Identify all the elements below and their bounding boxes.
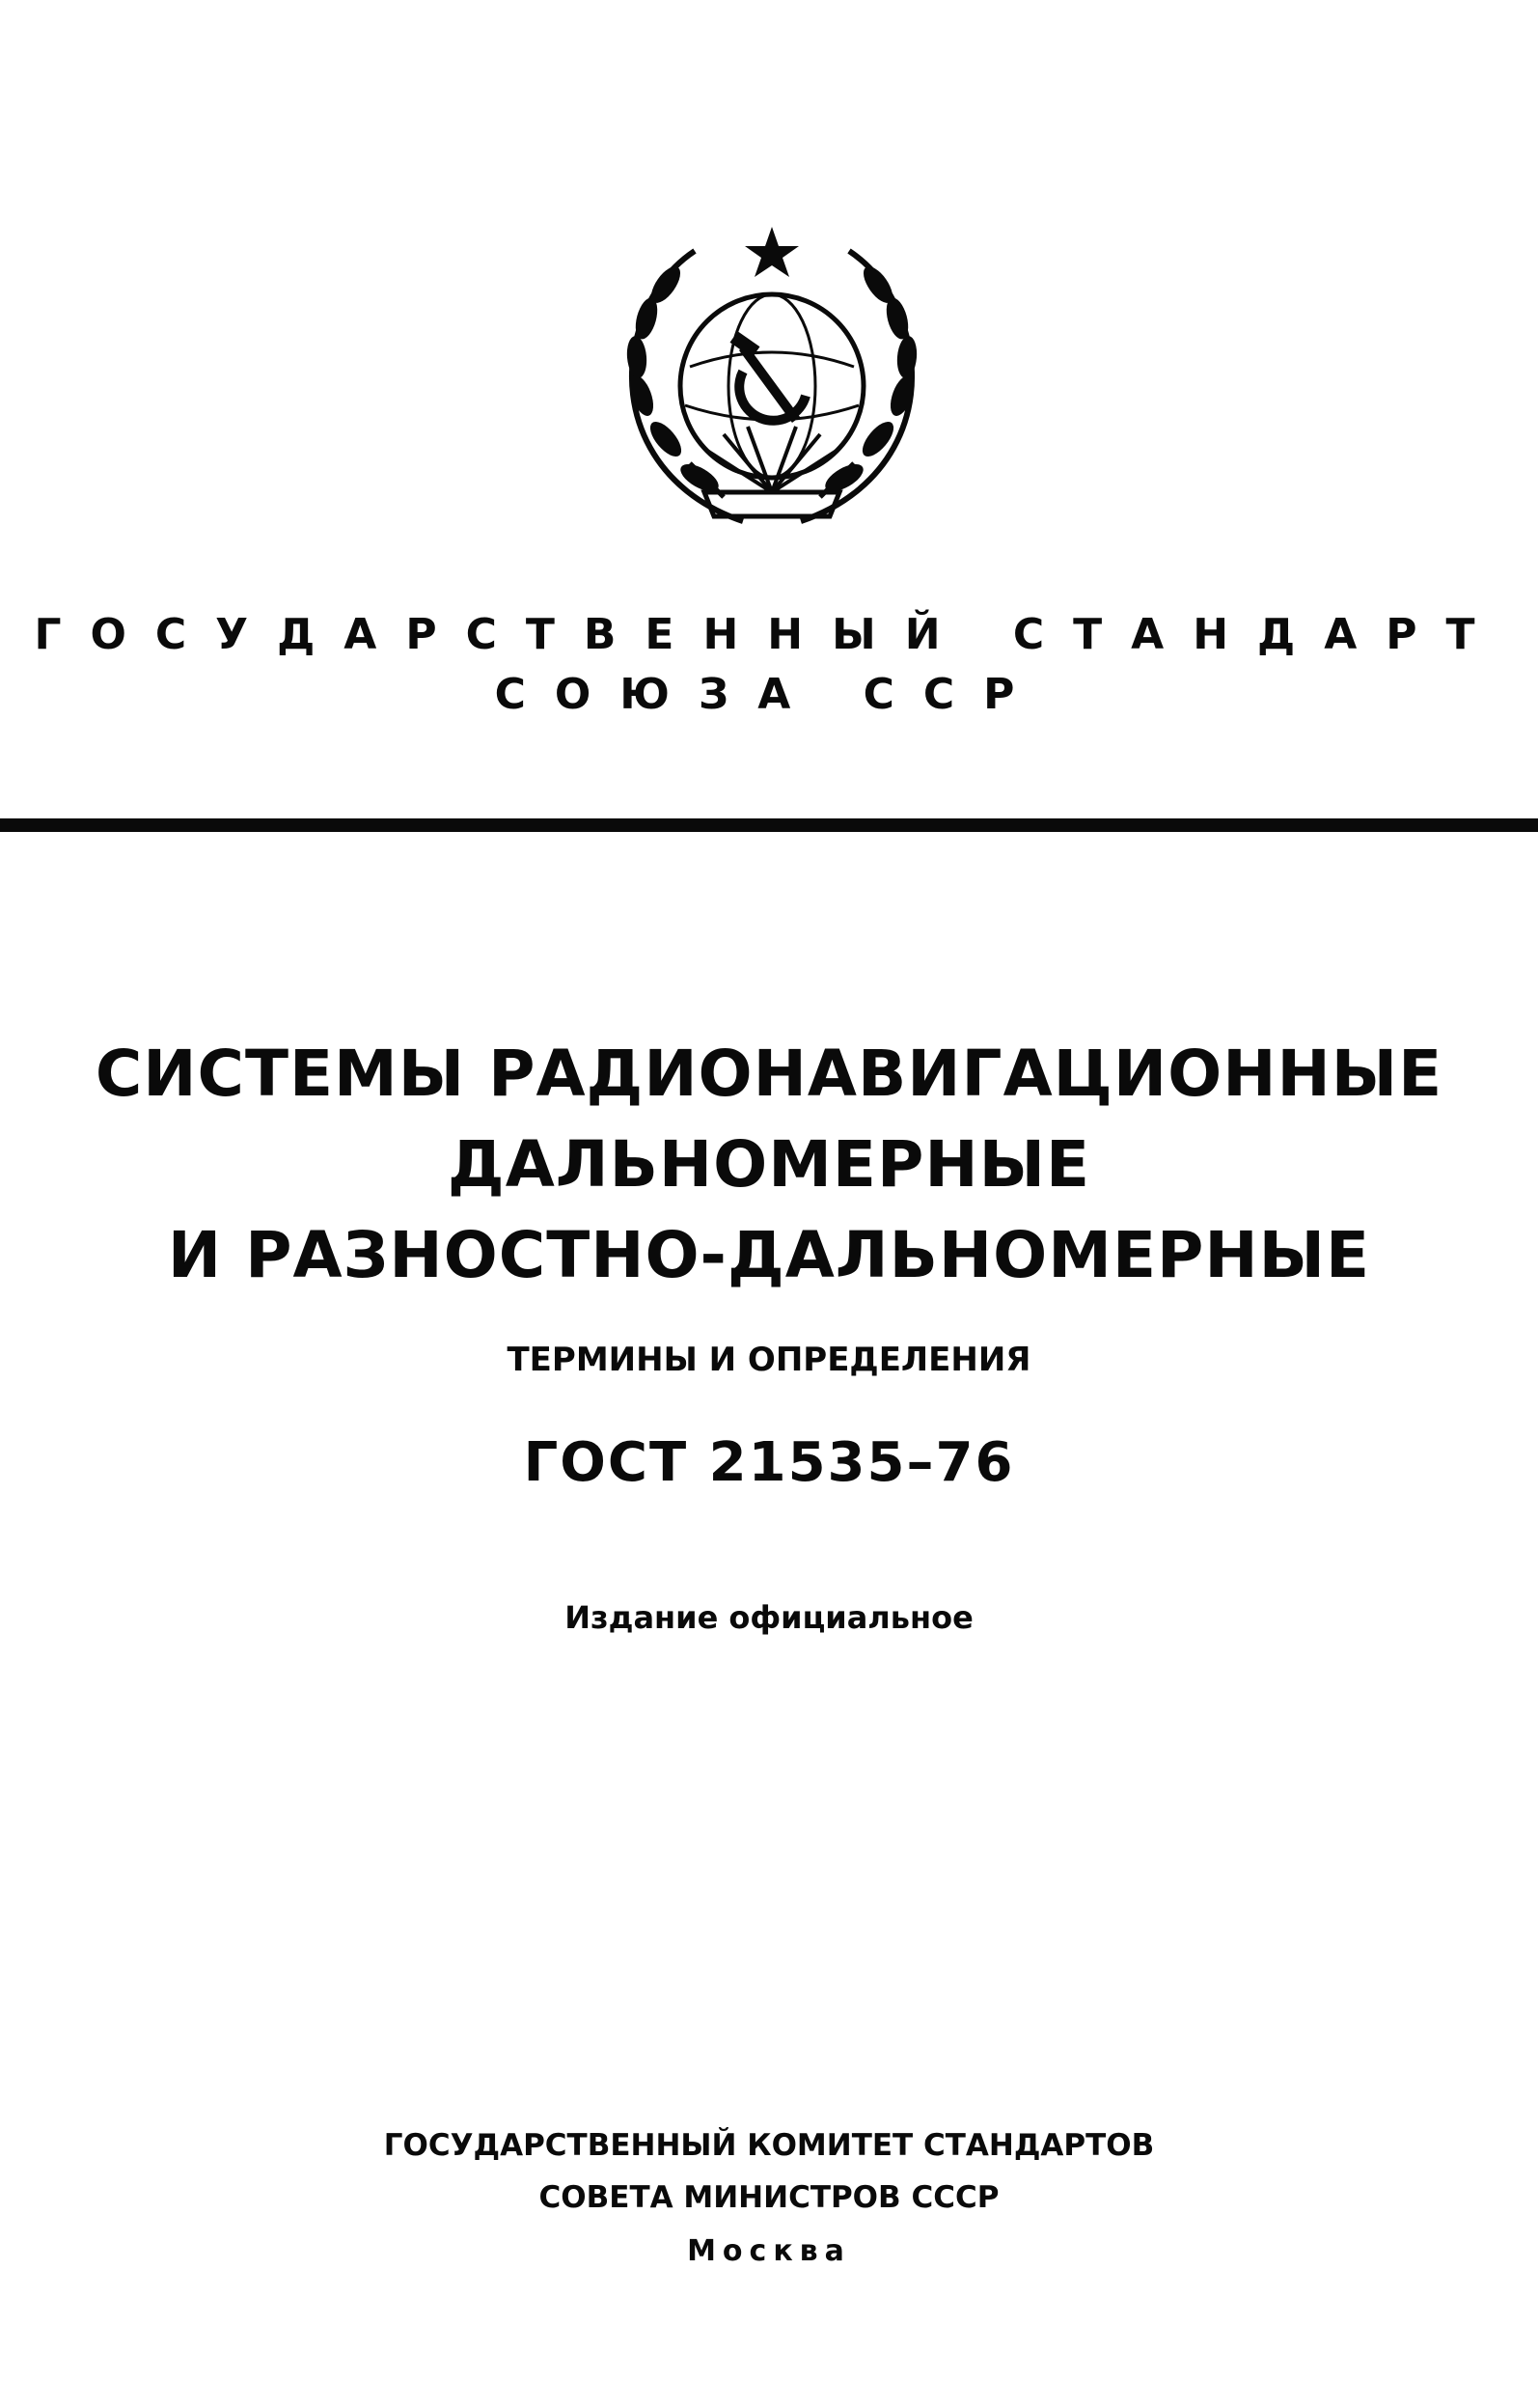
header-title-line-1: ГОСУДАРСТВЕННЫЙ СТАНДАРТ (34, 610, 1504, 659)
document-title-line-1: СИСТЕМЫ РАДИОНАВИГАЦИОННЫЕ (95, 1037, 1443, 1111)
document-subtitle: ТЕРМИНЫ И ОПРЕДЕЛЕНИЯ (507, 1341, 1031, 1379)
header-title-line-2: СОЮЗА ССР (494, 670, 1044, 719)
publisher-city: Москва (687, 2234, 851, 2268)
document-title-line-3: И РАЗНОСТНО-ДАЛЬНОМЕРНЫЕ (167, 1218, 1371, 1292)
document-title-line-2: ДАЛЬНОМЕРНЫЕ (447, 1127, 1091, 1202)
edition-note: Издание официальное (564, 1599, 974, 1636)
publisher-line-2: СОВЕТА МИНИСТРОВ СССР (538, 2180, 1000, 2215)
publisher-line-1: ГОСУДАРСТВЕННЫЙ КОМИТЕТ СТАНДАРТОВ (383, 2128, 1155, 2163)
horizontal-rule (0, 818, 1538, 832)
state-emblem-icon (598, 203, 946, 550)
standard-number: ГОСТ 21535–76 (523, 1431, 1015, 1494)
